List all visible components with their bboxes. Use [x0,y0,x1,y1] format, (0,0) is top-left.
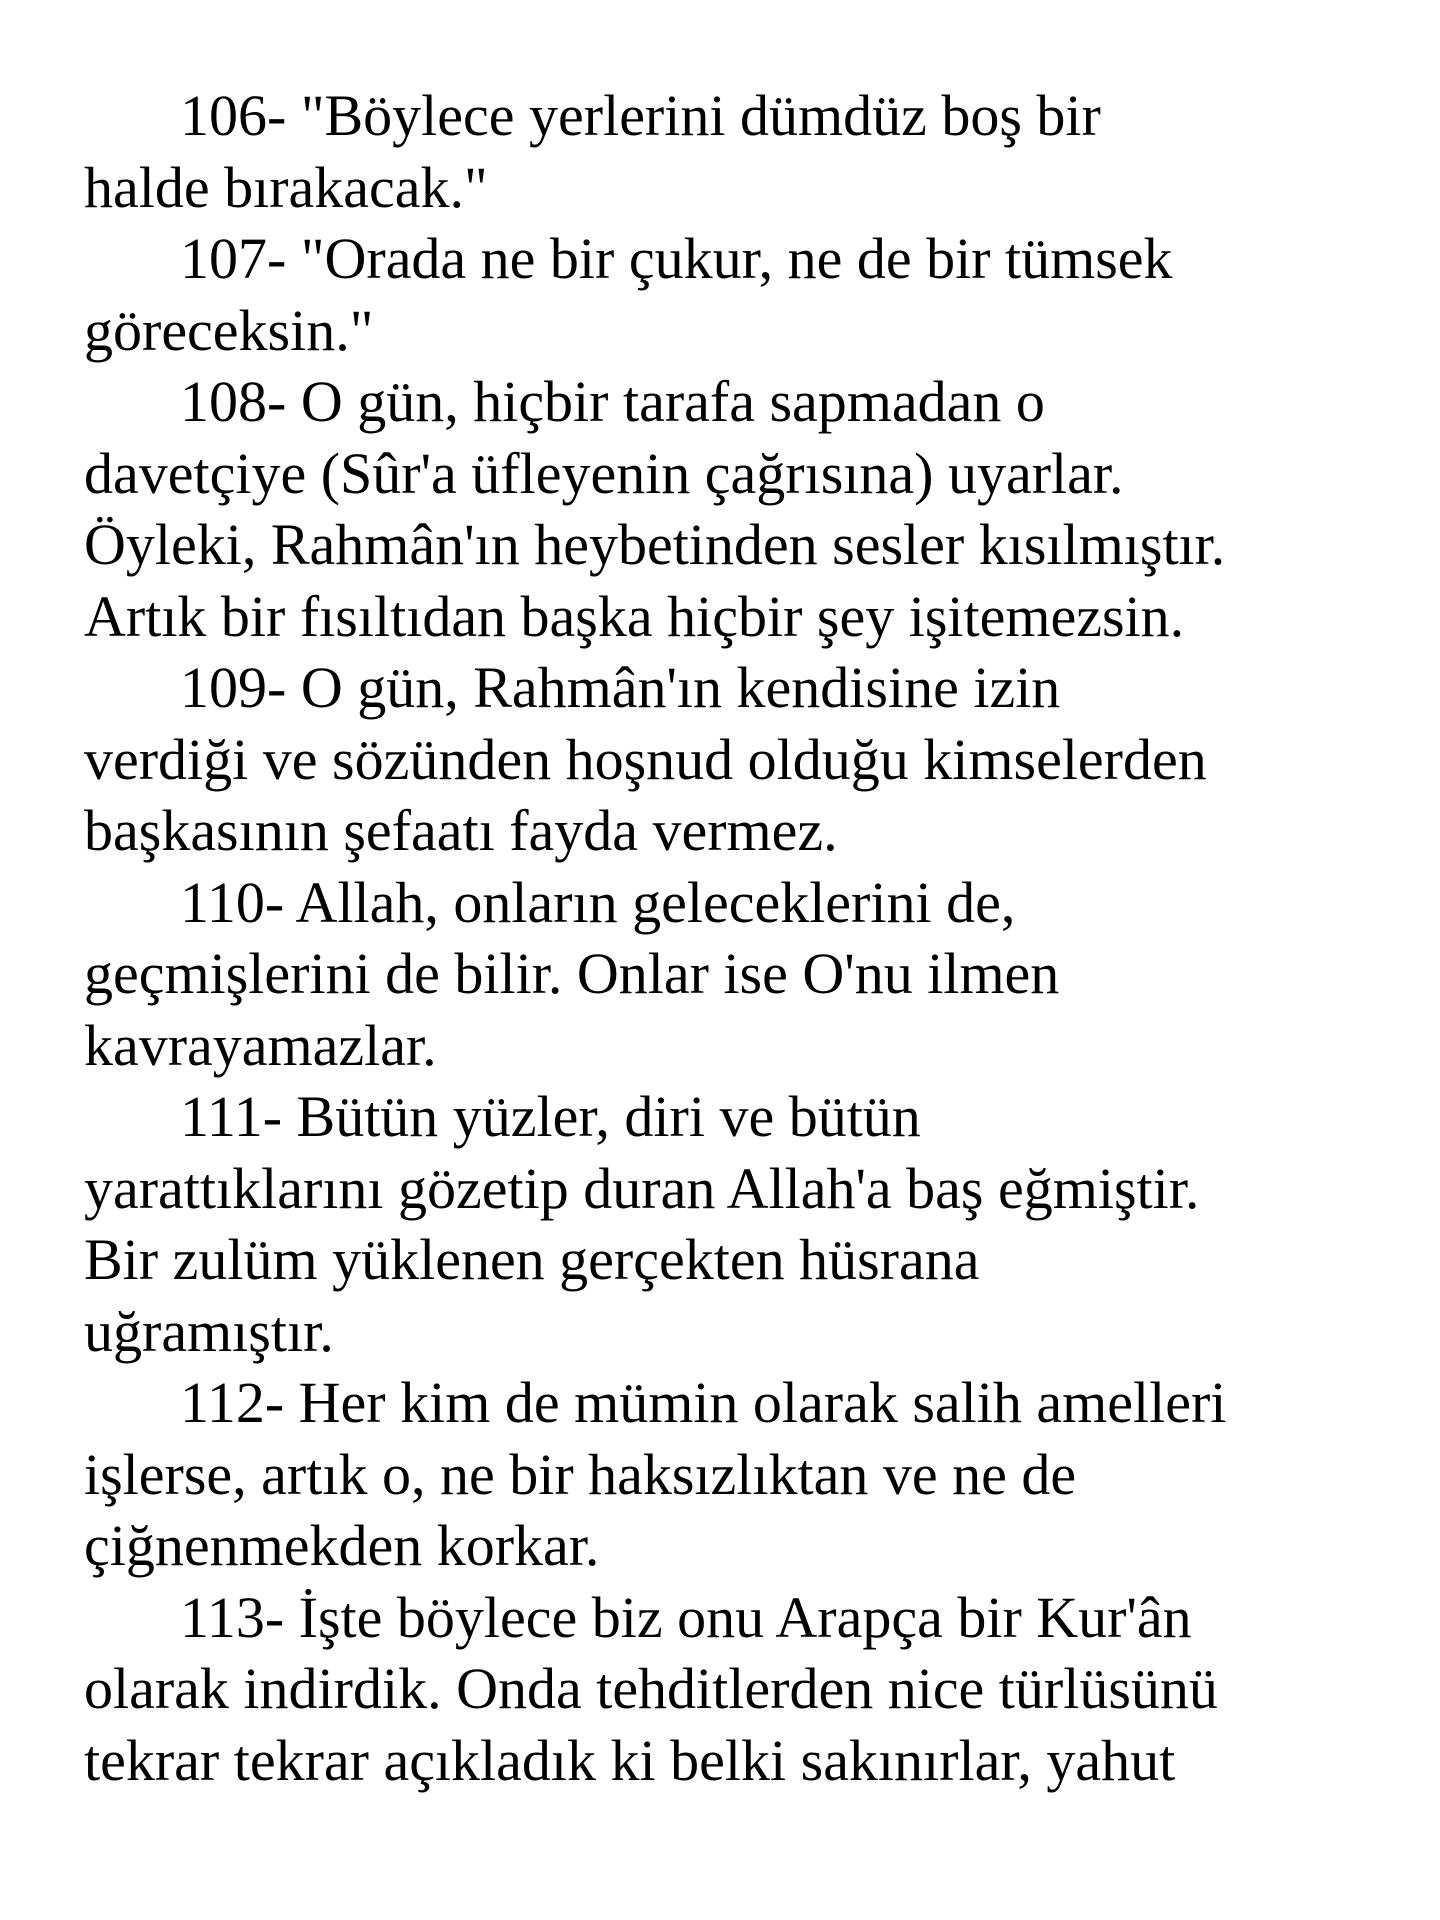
verse-line: geçmişlerini de bilir. Onlar ise O'nu ilmen [84,941,1060,1006]
verse-line: 106- "Böylece yerlerini dümdüz boş bir [180,83,1101,148]
verse-line: davetçiye (Sûr'a üfleyenin çağrısına) uyarlar. [84,440,1124,506]
verse-111 [84,1081,1384,1367]
verse-line: çiğnenmekden korkar. [84,1513,600,1578]
verse-line: halde bırakacak." [84,154,488,220]
verse-106 [84,80,1384,223]
verse-108 [84,366,1384,652]
verse-110 [84,867,1384,1082]
verse-line: 109- O gün, Rahmân'ın kendisine izin [180,655,1061,720]
verse-line: 108- O gün, hiçbir tarafa sapmadan o [180,369,1045,434]
verse-line: 107- "Orada ne bir çukur, ne de bir tümsek [180,226,1173,291]
verse-line: başkasının şefaatı fayda vermez. [84,798,838,863]
document-page [84,80,1384,1796]
verse-line: 110- Allah, onların geleceklerini de, [180,869,1016,935]
verse-line: uğramıştır. [84,1298,334,1364]
verse-113 [84,1582,1384,1797]
verse-line: işlerse, artık o, ne bir haksızlıktan ve ne de [84,1441,1077,1507]
verse-line: Öyleki, Rahmân'ın heybetinden sesler kısılmıştır. [84,512,1226,577]
verse-line: 113- İşte böylece biz onu Arapça bir Kur'ân [180,1584,1192,1650]
verse-line: 111- Bütün yüzler, diri ve bütün [180,1084,921,1149]
verse-line: göreceksin." [84,297,374,363]
verse-109 [84,652,1384,867]
verse-line: kavrayamazlar. [84,1012,437,1078]
verse-line: yarattıklarını gözetip duran Allah'a baş eğmiştir. [84,1155,1200,1221]
verse-line: Bir zulüm yüklenen gerçekten hüsrana [84,1227,980,1292]
verse-line: olarak indirdik. Onda tehditlerden nice türlüsünü [84,1656,1218,1721]
verse-line: tekrar tekrar açıkladık ki belki sakınırlar, yahut [84,1727,1176,1793]
verse-line: Artık bir fısıltıdan başka hiçbir şey işitemezsin. [84,583,1185,649]
verse-line: 112- Her kim de mümin olarak salih amelleri [180,1370,1227,1435]
verse-107 [84,223,1384,366]
verse-112 [84,1367,1384,1582]
verse-line: verdiği ve sözünden hoşnud olduğu kimselerden [84,726,1207,792]
